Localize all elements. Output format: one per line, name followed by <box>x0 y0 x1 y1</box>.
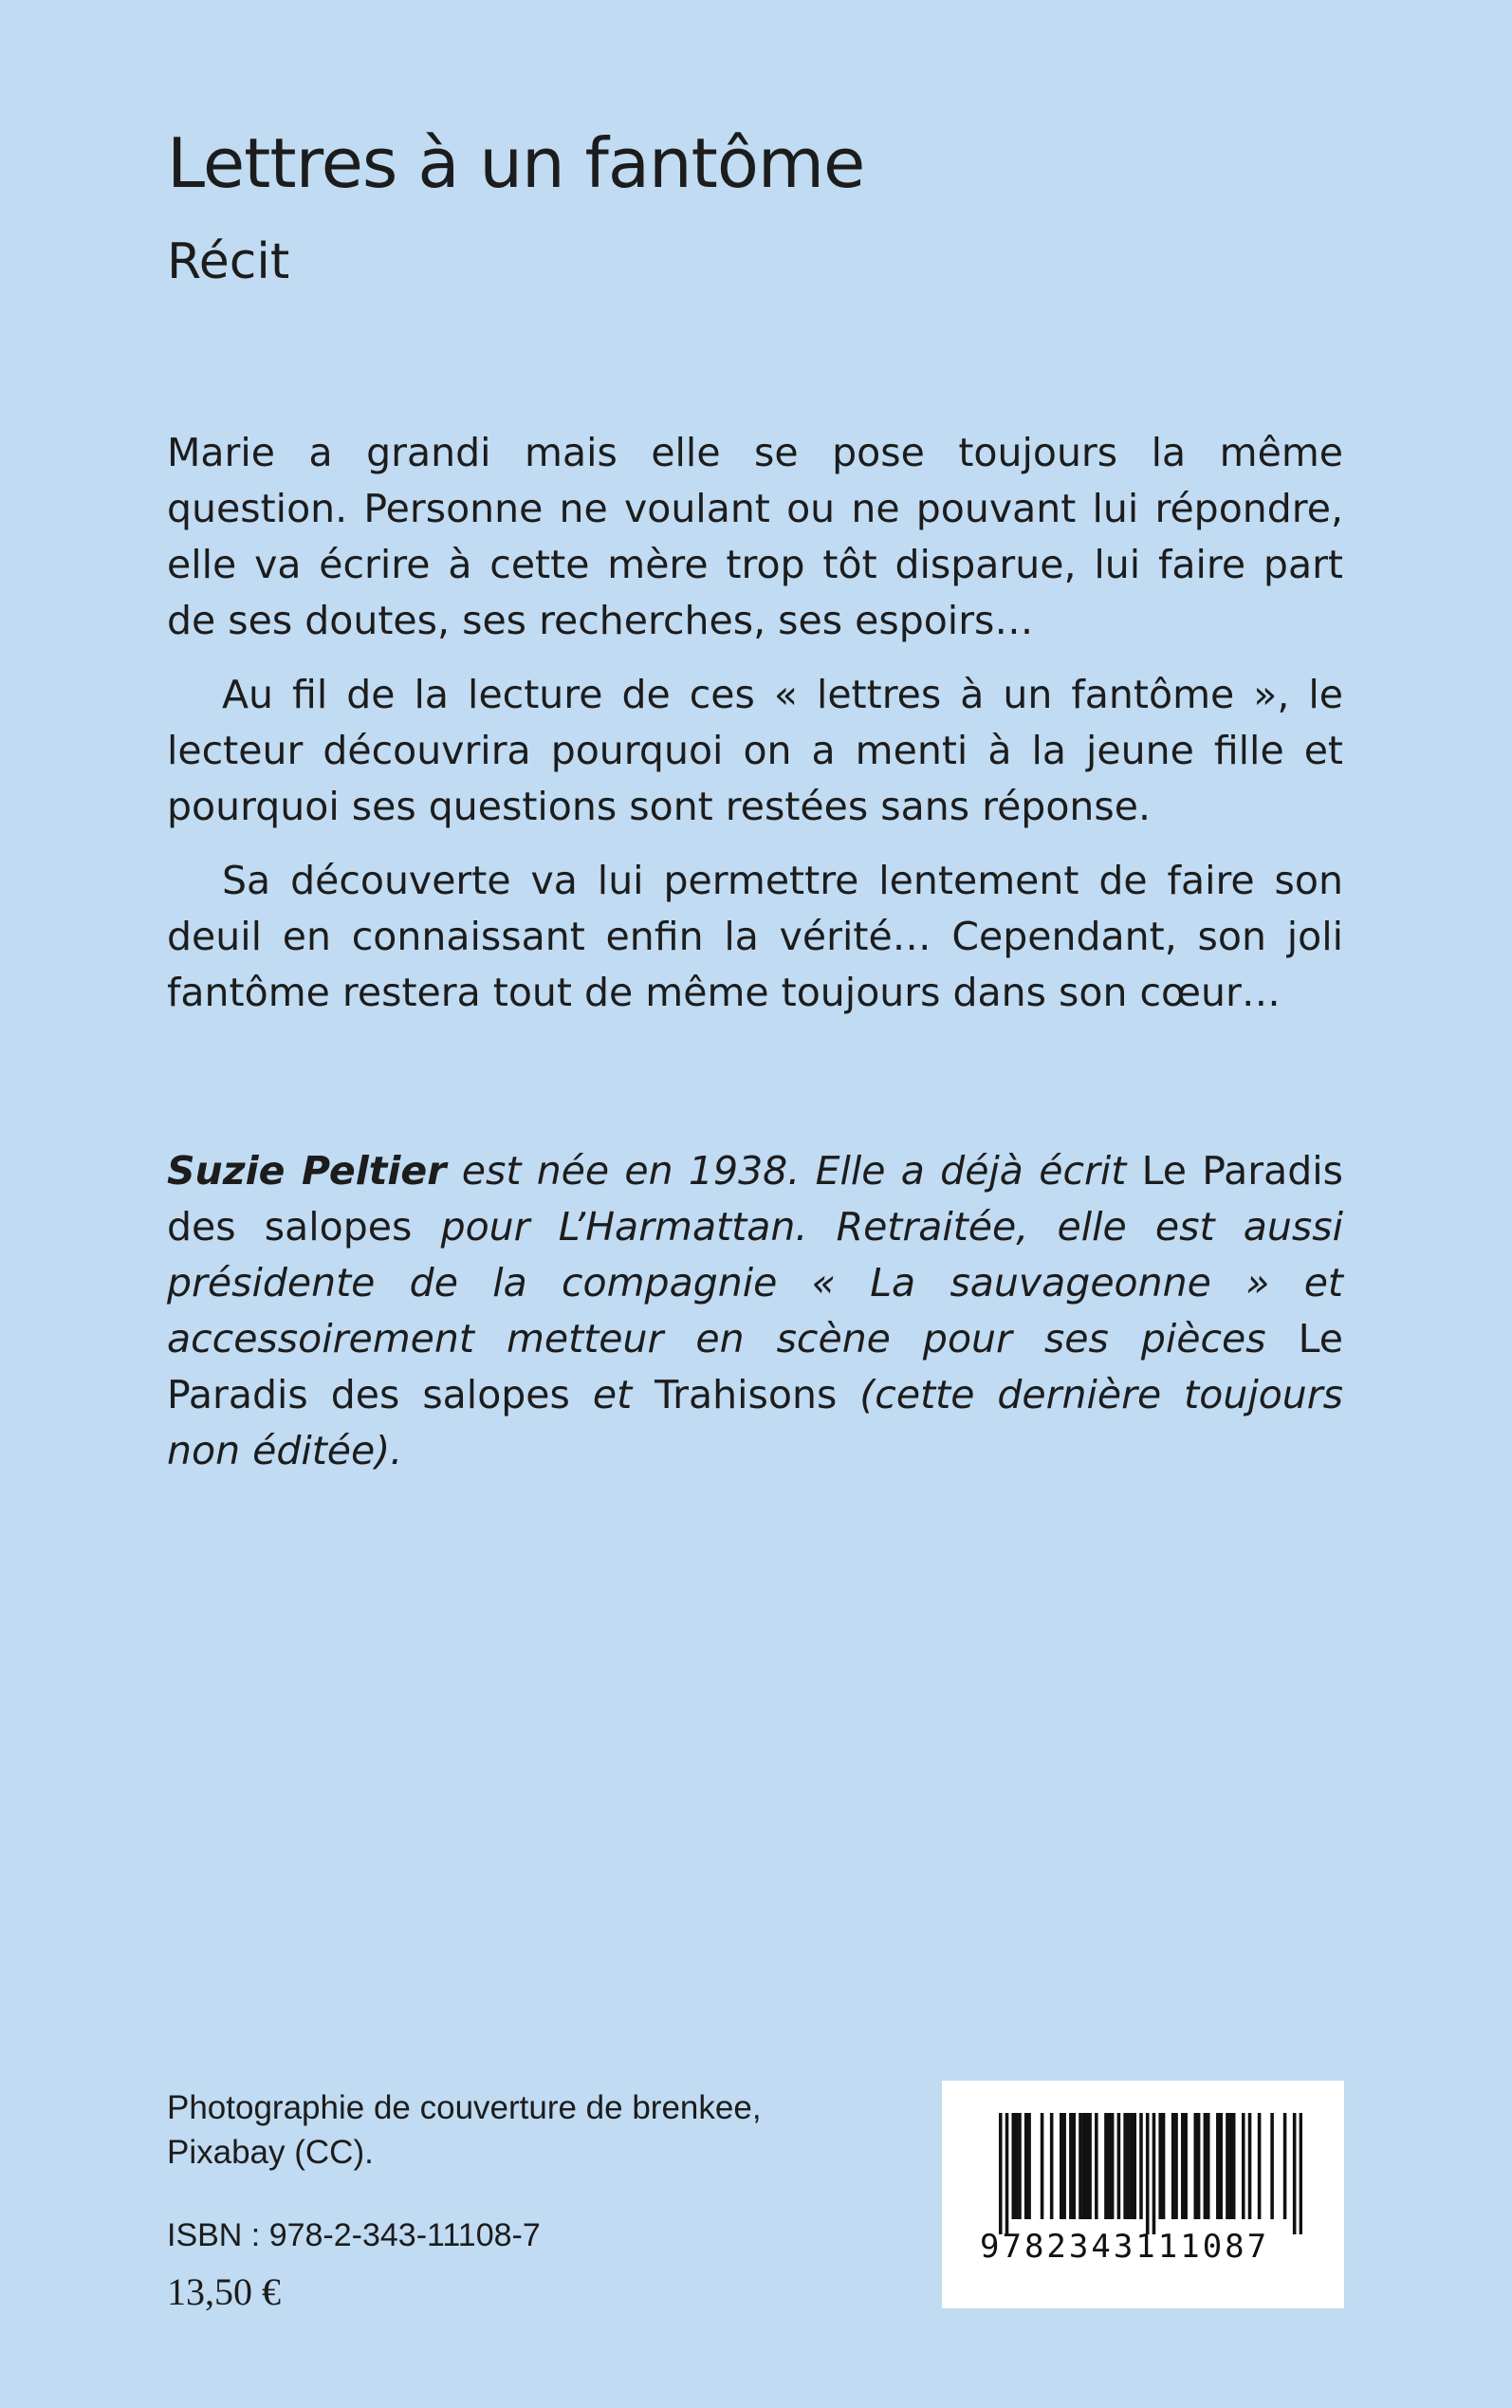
barcode-bar <box>1226 2113 1229 2219</box>
photo-credit-line: Pixabay (CC). <box>167 2134 374 2171</box>
barcode-bar <box>1024 2113 1028 2219</box>
barcode-bar <box>1232 2113 1236 2219</box>
barcode-bars <box>999 2113 1302 2234</box>
barcode-bar <box>1005 2113 1009 2234</box>
barcode-bar <box>1207 2113 1210 2219</box>
summary-paragraph: Marie a grandi mais elle se pose toujours la même question. Personne ne voulant ou ne pouvant lui répondre, elle va écrire à cette mère trop tôt disparue, lui faire part de ses doutes, ses recherches, ses espoirs… <box>167 430 1343 643</box>
barcode-bar <box>1139 2113 1143 2219</box>
photo-credit <box>167 2085 831 2175</box>
book-title: Lettres à un fantôme <box>167 123 865 203</box>
barcode-bar <box>1293 2113 1297 2234</box>
barcode-bar <box>1011 2113 1015 2219</box>
summary-paragraph: Au fil de la lecture de ces « lettres à un fantôme », le lecteur découvrira pourquoi on a menti à la jeune fille et pourquoi ses questions sont restées sans réponse. <box>167 672 1343 829</box>
barcode-bar <box>1181 2113 1185 2219</box>
author-name: Suzie Peltier <box>167 1148 447 1194</box>
barcode-bar <box>1283 2113 1287 2219</box>
author-bio <box>167 1143 1343 1479</box>
bio-work-title: Le Paradis des salopes <box>167 1148 1343 1250</box>
bio-text: et <box>569 1372 655 1417</box>
isbn-text: ISBN : 978-2-343-11108-7 <box>167 2217 541 2253</box>
barcode-bar <box>1258 2113 1262 2219</box>
barcode-bar <box>1095 2113 1098 2219</box>
barcode-bar <box>1130 2113 1134 2219</box>
barcode-bar <box>1127 2113 1131 2219</box>
summary-paragraph: Sa découverte va lui permettre lentement de faire son deuil en connaissant enfin la vérité… Cependant, son joli fantôme restera tout de même toujours dans son cœur… <box>167 858 1343 1015</box>
barcode-bar <box>1060 2113 1063 2219</box>
barcode-digits: 9782343111087 <box>980 2228 1270 2266</box>
barcode-bar <box>1216 2113 1220 2219</box>
bio-text: est née en 1938. Elle a déjà écrit <box>446 1148 1142 1194</box>
barcode-bar <box>1242 2113 1245 2219</box>
barcode-bar <box>1079 2113 1082 2219</box>
barcode-bar <box>1117 2113 1121 2219</box>
barcode-bar <box>1041 2113 1044 2219</box>
barcode-bar <box>1197 2113 1201 2219</box>
barcode-bar <box>1082 2113 1086 2219</box>
bio-work-title: Le Paradis des salopes <box>167 1316 1343 1417</box>
barcode-bar <box>1104 2113 1108 2219</box>
barcode-bar <box>1174 2113 1178 2219</box>
book-genre: Récit <box>167 233 290 290</box>
barcode-bar <box>1085 2113 1089 2219</box>
barcode-bar <box>1018 2113 1022 2219</box>
barcode-bar <box>1184 2113 1188 2219</box>
barcode-bar <box>1270 2113 1274 2219</box>
barcode-bar <box>1193 2113 1197 2219</box>
barcode-bar <box>1248 2113 1252 2219</box>
barcode-bar <box>1015 2113 1019 2219</box>
barcode-bar <box>999 2113 1003 2234</box>
barcode-bar <box>1123 2113 1127 2219</box>
barcode-bar <box>1146 2113 1150 2234</box>
barcode-bar <box>1300 2113 1302 2234</box>
barcode-bar <box>1152 2113 1156 2234</box>
barcode-bar <box>1204 2113 1208 2219</box>
barcode-bar <box>1108 2113 1112 2219</box>
bio-text: (cette dernière toujours non éditée). <box>167 1372 1343 1473</box>
bio-work-title: Trahisons <box>655 1372 838 1417</box>
barcode-bar <box>1171 2113 1175 2219</box>
barcode-bar <box>1162 2113 1166 2219</box>
barcode-bar <box>1158 2113 1162 2219</box>
barcode-bar <box>1069 2113 1073 2219</box>
bio-text: pour L’Harmattan. Retraitée, elle est aussi présidente de la compagnie « La sauvageonne » et accessoirement metteur en scène pour ses pièces <box>167 1204 1343 1361</box>
barcode <box>942 2081 1344 2308</box>
barcode-bar <box>1027 2113 1031 2219</box>
barcode-bar <box>1229 2113 1233 2219</box>
barcode-bar <box>1133 2113 1136 2219</box>
summary-block <box>167 425 1343 1039</box>
barcode-bar <box>1219 2113 1223 2219</box>
price-text: 13,50 € <box>167 2270 281 2313</box>
barcode-bar <box>1088 2113 1092 2219</box>
photo-credit-line: Photographie de couverture de brenkee, <box>167 2089 762 2126</box>
barcode-bar <box>1072 2113 1076 2219</box>
barcode-bar <box>1111 2113 1115 2219</box>
barcode-bar <box>1062 2113 1066 2219</box>
barcode-bar <box>1050 2113 1054 2219</box>
